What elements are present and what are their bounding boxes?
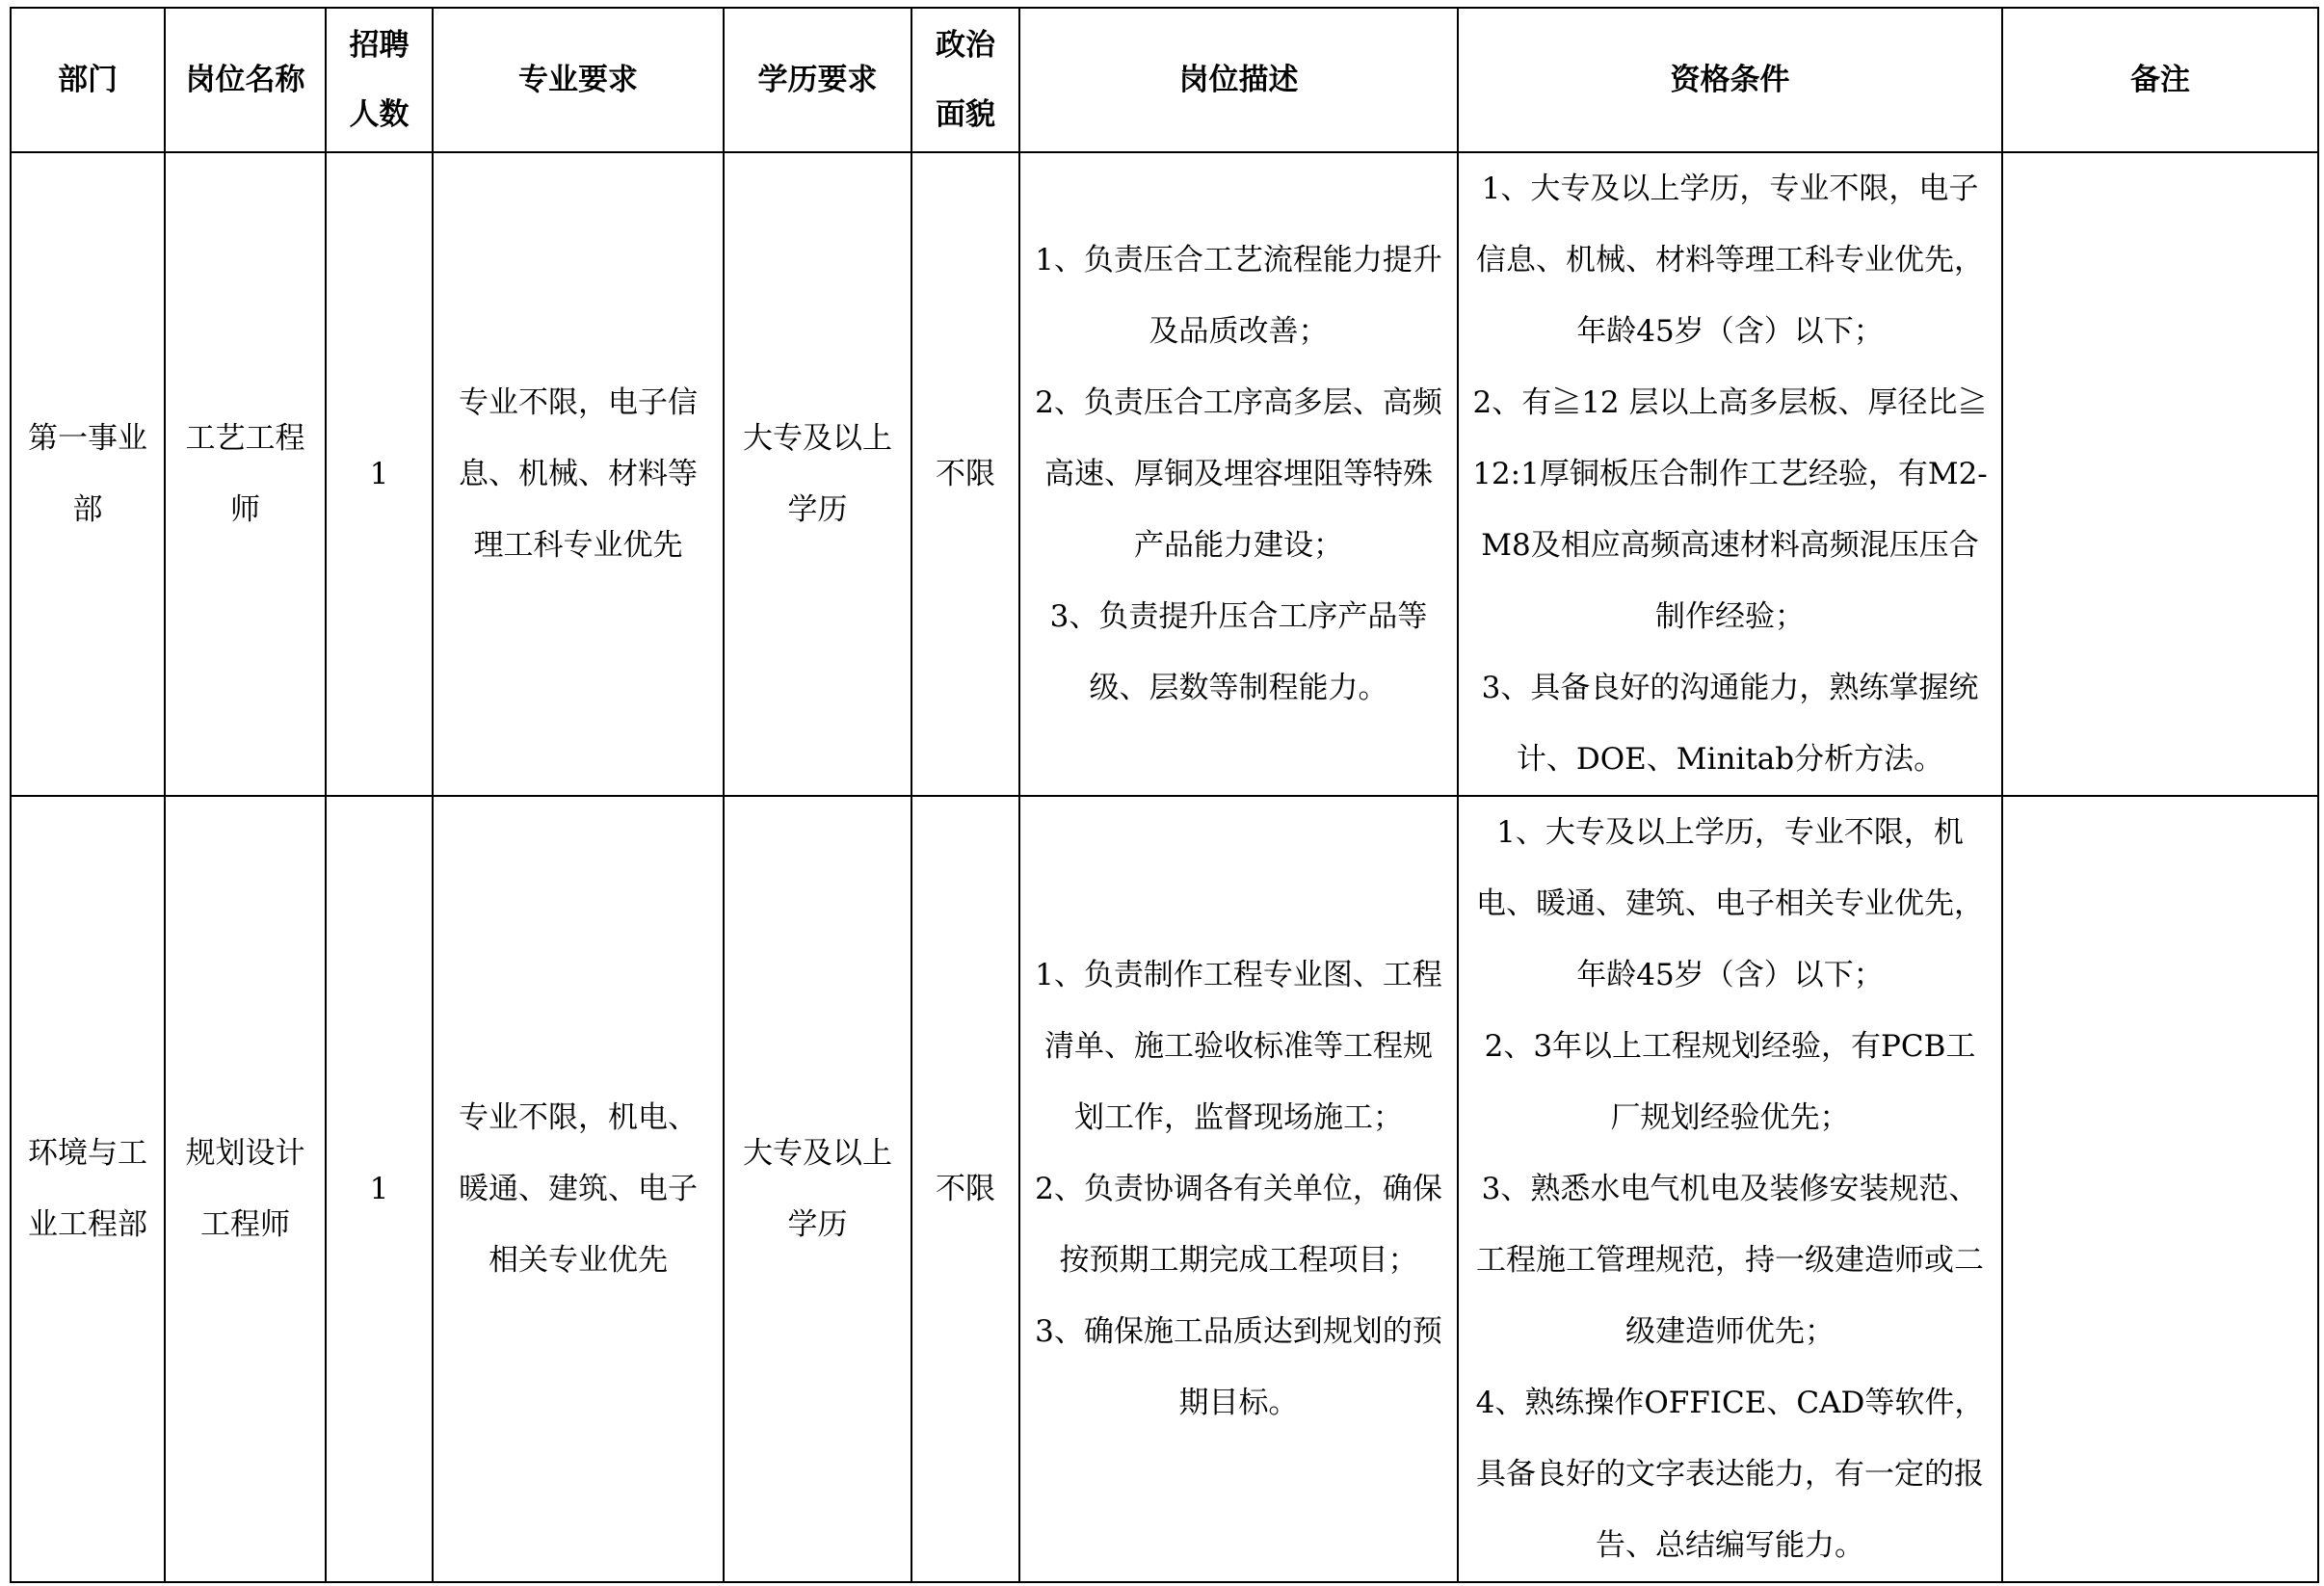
cell-remarks	[2002, 152, 2318, 796]
description-text: 1、负责制作工程专业图、工程清单、施工验收标准等工程规划工作，监督现场施工； 2、负责协调各有关单位，确保按预期工期完成工程项目； 3、确保施工品质达到规划的预期目标。	[1035, 958, 1442, 1420]
cell-political: 不限	[911, 796, 1019, 1582]
cell-count: 1	[326, 796, 433, 1582]
header-count-label: 招聘 人数	[349, 28, 409, 132]
cell-major: 专业不限，机电、暖通、建筑、电子相关专业优先	[433, 796, 724, 1582]
qualifications-text: 1、大专及以上学历，专业不限，电子信息、机械、材料等理工科专业优先，年龄45岁（含）以下； 2、有≧12 层以上高多层板、厚径比≧12:1厚铜板压合制作工艺经验，有M2-M8及相应高频高速材料高频混压压合制作经验； 3、具备良好的沟通能力，熟练掌握统计、DOE、Minitab分析方法。	[1472, 172, 1988, 777]
header-qualifications: 资格条件	[1458, 8, 2002, 152]
cell-remarks	[2002, 796, 2318, 1582]
description-text: 1、负责压合工艺流程能力提升及品质改善； 2、负责压合工序高多层、高频高速、厚铜及埋容埋阻等特殊产品能力建设； 3、负责提升压合工序产品等级、层数等制程能力。	[1035, 243, 1442, 705]
header-political	[911, 8, 1019, 152]
header-count	[326, 8, 433, 152]
cell-position: 工艺工程师	[165, 152, 326, 796]
cell-qualifications	[1458, 152, 2002, 796]
header-major: 专业要求	[433, 8, 724, 152]
cell-political: 不限	[911, 152, 1019, 796]
header-position: 岗位名称	[165, 8, 326, 152]
cell-education: 大专及以上学历	[724, 152, 911, 796]
table-header-row	[11, 8, 2318, 152]
cell-major: 专业不限，电子信息、机械、材料等理工科专业优先	[433, 152, 724, 796]
header-department: 部门	[11, 8, 165, 152]
table-row	[11, 152, 2318, 796]
cell-qualifications	[1458, 796, 2002, 1582]
qualifications-text: 1、大专及以上学历，专业不限，机电、暖通、建筑、电子相关专业优先，年龄45岁（含）以下； 2、3年以上工程规划经验，有PCB工厂规划经验优先； 3、熟悉水电气机电及装修安装规范、工程施工管理规范，持一级建造师或二级建造师优先； 4、熟练操作OFFICE、CAD等软件，具备良好的文字表达能力，有一定的报告、总结编写能力。	[1475, 815, 1985, 1563]
cell-position: 规划设计工程师	[165, 796, 326, 1582]
job-table	[10, 7, 2319, 1583]
cell-description	[1019, 152, 1458, 796]
cell-department: 第一事业部	[11, 152, 165, 796]
header-political-label: 政治 面貌	[936, 28, 995, 132]
header-remarks: 备注	[2002, 8, 2318, 152]
header-description: 岗位描述	[1019, 8, 1458, 152]
cell-count: 1	[326, 152, 433, 796]
table-row	[11, 796, 2318, 1582]
cell-description	[1019, 796, 1458, 1582]
cell-department: 环境与工业工程部	[11, 796, 165, 1582]
cell-education: 大专及以上学历	[724, 796, 911, 1582]
header-education: 学历要求	[724, 8, 911, 152]
